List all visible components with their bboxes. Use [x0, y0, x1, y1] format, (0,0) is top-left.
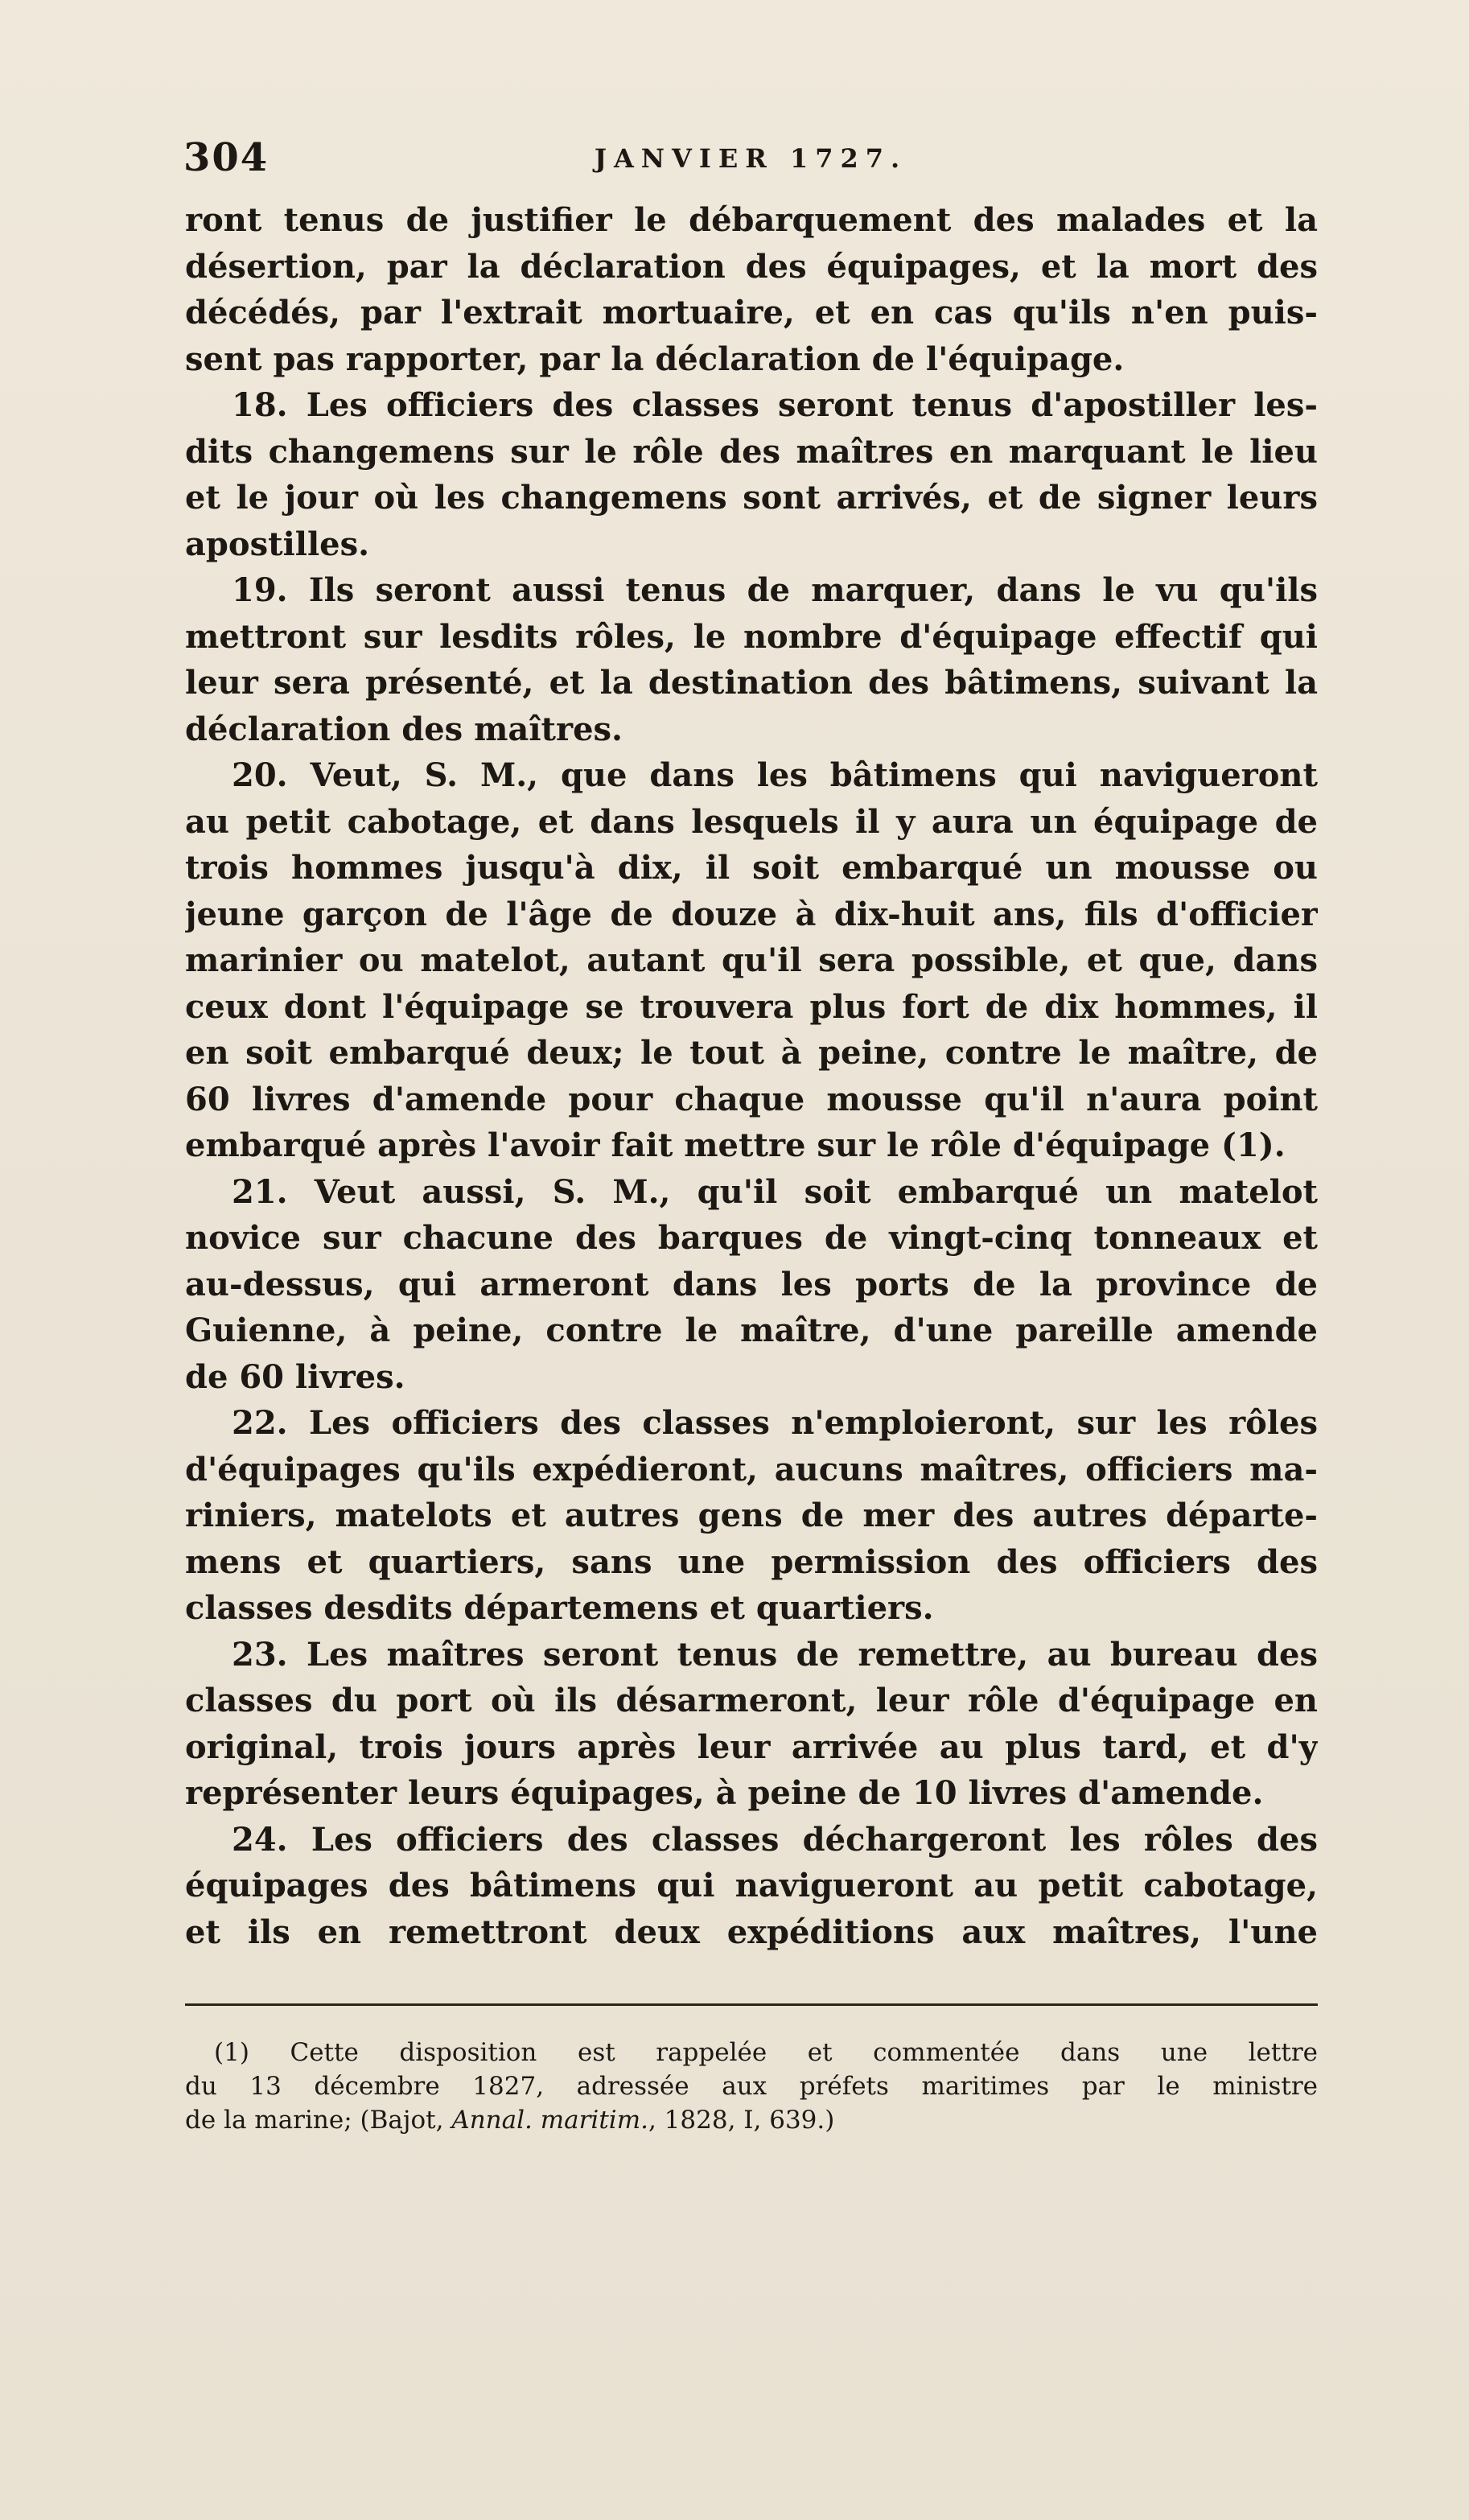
text-line: leur sera présenté, et la destination des bâtimens, suivant la — [185, 664, 1318, 702]
text-line: original, trois jours après leur arrivée au plus tard, et d'y — [185, 1727, 1318, 1766]
text-line: Guienne, à peine, contre le maître, d'une pareille amende — [185, 1311, 1318, 1349]
text-line: décédés, par l'extrait mortuaire, et en cas qu'ils n'en puis- — [185, 294, 1318, 331]
article-19-start: 19. Ils seront aussi tenus de marquer, dans le vu qu'ils — [232, 571, 1318, 609]
page-header — [183, 135, 1318, 191]
text-line: déclaration des maîtres. — [185, 710, 623, 748]
text-line: classes desdits départemens et quartiers. — [185, 1589, 934, 1627]
body-text — [185, 197, 1318, 1955]
text-line: mens et quartiers, sans une permission des officiers des — [185, 1542, 1318, 1581]
text-line: équipages des bâtimens qui navigueront au petit cabotage, — [185, 1867, 1318, 1904]
footnote — [185, 2036, 1318, 2137]
text-line: sent pas rapporter, par la déclaration de l'équipage. — [185, 340, 1125, 378]
text-line: riniers, matelots et autres gens de mer des autres départe- — [185, 1497, 1318, 1534]
page-number: 304 — [183, 135, 270, 180]
footnote-line: (1) Cette disposition est rappelée et commentée dans une lettre — [214, 2038, 1318, 2067]
footnote-text: , 1828, I, 639.) — [648, 2106, 835, 2135]
text-line: trois hommes jusqu'à dix, il soit embarqué un mousse ou — [185, 849, 1318, 887]
text-line: d'équipages qu'ils expédieront, aucuns maîtres, officiers ma- — [185, 1450, 1318, 1489]
text-line: apostilles. — [185, 525, 370, 563]
text-line: dits changemens sur le rôle des maîtres en marquant le lieu — [185, 432, 1318, 471]
text-line: de 60 livres. — [185, 1357, 405, 1396]
text-line: classes du port où ils désarmeront, leur rôle d'équipage en — [185, 1682, 1318, 1719]
running-head: JANVIER 1727. — [594, 143, 907, 174]
text-line: mettront sur lesdits rôles, le nombre d'équipage effectif qui — [185, 617, 1318, 656]
article-18-start: 18. Les officiers des classes seront tenus d'apostiller les- — [232, 386, 1318, 424]
text-line: marinier ou matelot, autant qu'il sera possible, et que, dans — [185, 941, 1318, 979]
text-line: et le jour où les changemens sont arrivés, et de signer leurs — [185, 479, 1318, 517]
text-line: ront tenus de justifier le débarquement des malades et la — [185, 201, 1318, 239]
text-line: embarqué après l'avoir fait mettre sur le rôle d'équipage (1). — [185, 1126, 1286, 1164]
footnote-text: de la marine; (Bajot, — [185, 2106, 452, 2135]
footnote-line: du 13 décembre 1827, adressée aux préfets maritimes par le ministre — [185, 2072, 1318, 2101]
footnote-line-3 — [185, 2103, 1318, 2137]
text-line: en soit embarqué deux; le tout à peine, contre le maître, de — [185, 1034, 1318, 1072]
article-22-start: 22. Les officiers des classes n'emploieront, sur les rôles — [232, 1404, 1318, 1442]
footnote-citation-title: Annal. maritim. — [451, 2106, 648, 2135]
text-line: au petit cabotage, et dans lesquels il y aura un équipage de — [185, 802, 1318, 841]
article-23-start: 23. Les maîtres seront tenus de remettre, au bureau des — [232, 1635, 1318, 1674]
article-21-start: 21. Veut aussi, S. M., qu'il soit embarqué un matelot — [232, 1172, 1318, 1211]
text-line: 60 livres d'amende pour chaque mousse qu'il n'aura point — [185, 1080, 1318, 1118]
text-line: et ils en remettront deux expéditions aux maîtres, l'une — [185, 1913, 1318, 1951]
footnote-divider — [185, 2003, 1318, 2006]
text-line: jeune garçon de l'âge de douze à dix-huit ans, fils d'officier — [185, 895, 1318, 933]
article-20-start: 20. Veut, S. M., que dans les bâtimens qui navigueront — [232, 756, 1318, 794]
text-line: désertion, par la déclaration des équipages, et la mort des — [185, 247, 1318, 286]
text-line: au-dessus, qui armeront dans les ports de la province de — [185, 1265, 1318, 1303]
text-line: représenter leurs équipages, à peine de 10 livres d'amende. — [185, 1774, 1264, 1812]
text-line: ceux dont l'équipage se trouvera plus fort de dix hommes, il — [185, 987, 1318, 1026]
article-24-start: 24. Les officiers des classes déchargeront les rôles des — [232, 1820, 1318, 1859]
text-line: novice sur chacune des barques de vingt-cinq tonneaux et — [185, 1219, 1318, 1257]
